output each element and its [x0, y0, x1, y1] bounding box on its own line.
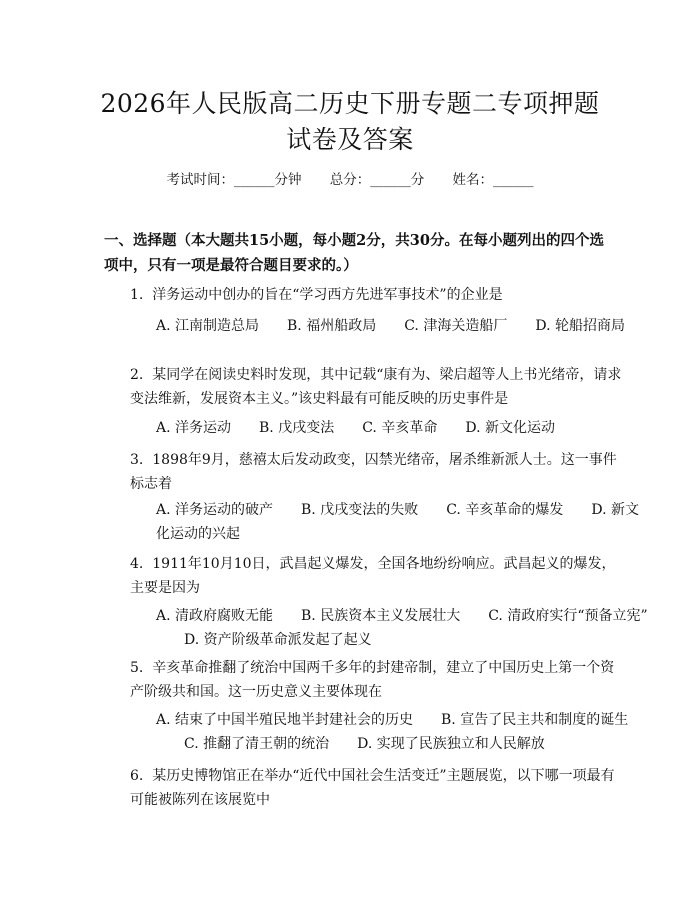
question-1: [104, 283, 624, 307]
section-heading: 一、选择题（本大题共15小题，每小题2分，共30分。在每小题列出的四个选项中，只有一项是最符合题目要求的。）: [104, 232, 604, 274]
option-d: D. 新文化运动: [465, 420, 555, 436]
total-score-unit: 分: [410, 172, 425, 188]
page-title-line2: 试卷及答案: [286, 125, 414, 154]
option-c: C. 辛亥革命的爆发: [446, 502, 564, 518]
option-c: C. 辛亥革命: [362, 420, 438, 436]
exam-time: [166, 172, 301, 188]
question-stem: 某同学在阅读史料时发现，其中记载“康有为、梁启超等人上书光绪帝，请求变法维新，发展资本主义。”该史料最有可能反映的历史事件是: [130, 367, 622, 407]
question-4-options: [104, 604, 650, 652]
exam-time-blank: ______: [233, 172, 275, 188]
option-b: B. 戊戌变法的失败: [301, 502, 419, 518]
option-a: A. 洋务运动: [156, 420, 232, 436]
question-stem: 辛亥革命推翻了统治中国两千多年的封建帝制，建立了中国历史上第一个资产阶级共和国。这一历史意义主要体现在: [130, 660, 615, 700]
question-stem: 洋务运动中创办的旨在“学习西方先进军事技术”的企业是: [152, 287, 503, 303]
question-2: [104, 363, 624, 411]
question-number: 4.: [130, 556, 144, 572]
question-number: 1.: [130, 287, 144, 303]
question-stem: 1911年10月10日，武昌起义爆发，全国各地纷纷响应。武昌起义的爆发，主要是因为: [130, 556, 616, 596]
question-5: [104, 656, 624, 704]
option-b: B. 福州船政局: [287, 318, 377, 334]
option-a: A. 结束了中国半殖民地半封建社会的历史: [156, 712, 414, 728]
student-name: [453, 172, 534, 188]
question-number: 6.: [130, 768, 144, 784]
option-a: A. 洋务运动的破产: [156, 502, 274, 518]
total-score-blank: ______: [370, 172, 411, 188]
question-stem: 1898年9月，慈禧太后发动政变，囚禁光绪帝，屠杀维新派人士。这一事件标志着: [130, 452, 617, 492]
question-number: 5.: [130, 660, 144, 676]
option-d: D. 新文化运动的兴起: [156, 502, 639, 542]
option-c: C. 推翻了清王朝的统治: [184, 736, 330, 752]
option-a: A. 清政府腐败无能: [156, 608, 274, 624]
question-6: [104, 764, 624, 812]
name-label: 姓名：: [452, 172, 494, 188]
question-3-options: [104, 498, 650, 546]
question-4: [104, 552, 624, 600]
question-2-options: [104, 416, 650, 440]
question-stem: 某历史博物馆正在举办“近代中国社会生活变迁”主题展览，以下哪一项最有可能被陈列在该展览中: [130, 768, 615, 808]
option-b: B. 民族资本主义发展壮大: [301, 608, 461, 624]
option-c: C. 清政府实行“预备立宪”: [488, 608, 648, 624]
exam-time-label: 考试时间：: [166, 172, 234, 188]
total-score: [330, 172, 425, 188]
name-blank: ______: [493, 172, 534, 188]
option-d: D. 轮船招商局: [535, 318, 625, 334]
total-score-label: 总分：: [329, 172, 371, 188]
question-5-options: [104, 708, 650, 756]
option-c: C. 津海关造船厂: [404, 318, 508, 334]
question-1-options: [104, 314, 650, 338]
question-number: 3.: [130, 452, 144, 468]
option-d: D. 实现了民族独立和人民解放: [357, 736, 545, 752]
option-b: B. 宣告了民主共和制度的诞生: [441, 712, 629, 728]
option-a: A. 江南制造总局: [156, 318, 260, 334]
exam-time-unit: 分钟: [274, 172, 302, 188]
exam-meta: [0, 168, 700, 188]
page-title-line1: 2026年人民版高二历史下册专题二专项押题: [100, 89, 600, 118]
option-d: D. 资产阶级革命派发起了起义: [184, 632, 372, 648]
question-3: [104, 448, 624, 496]
option-b: B. 戊戌变法: [259, 420, 335, 436]
question-number: 2.: [130, 367, 144, 383]
